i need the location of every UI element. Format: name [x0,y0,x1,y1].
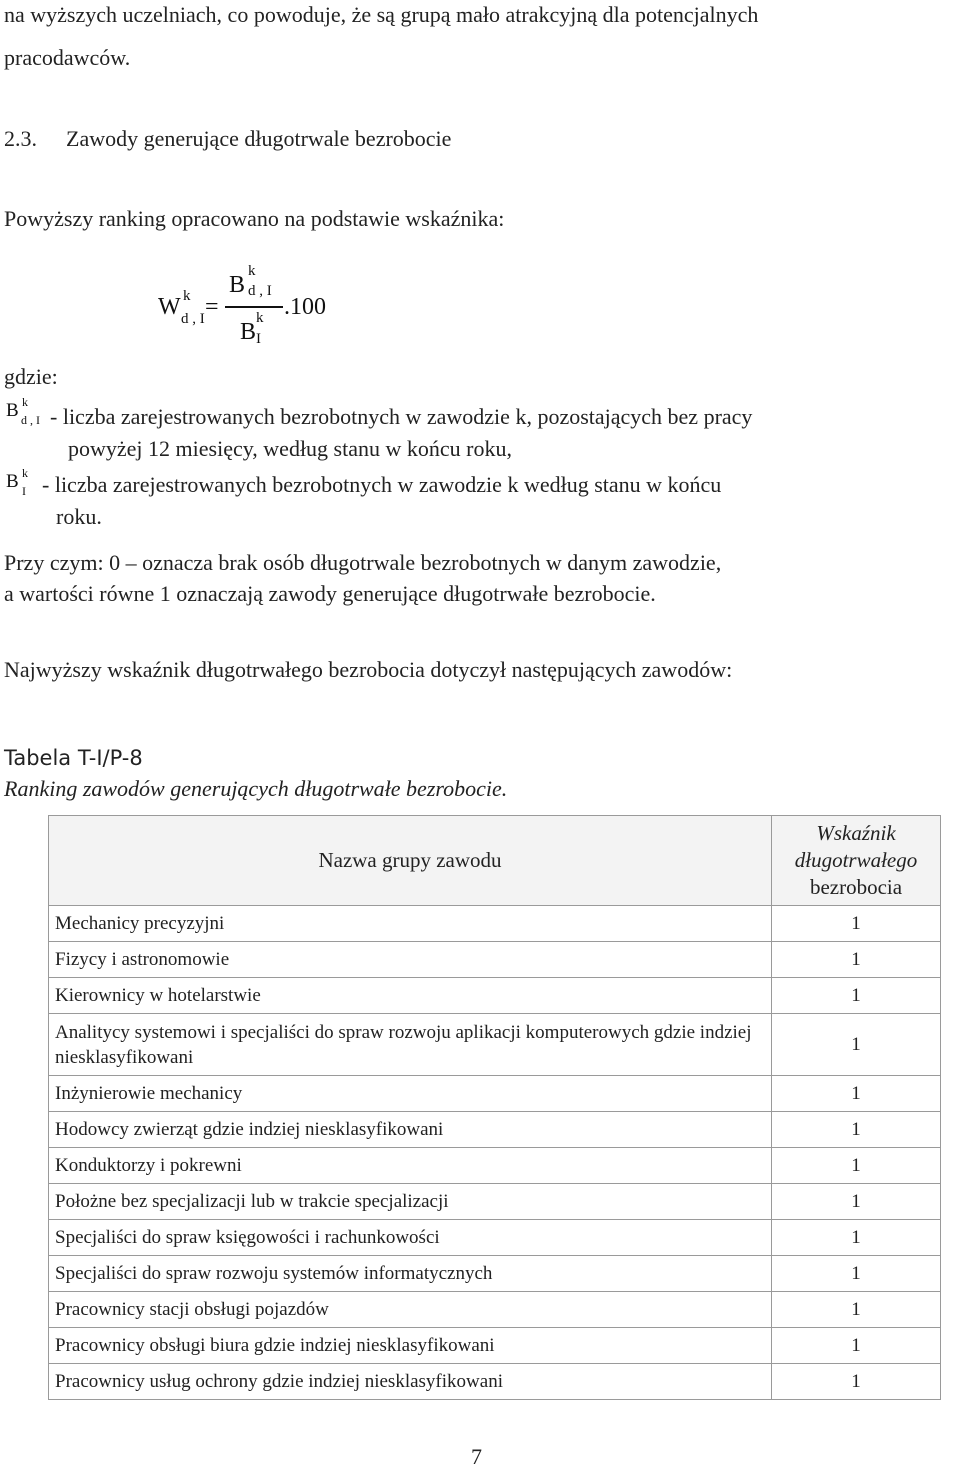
definition-1-subscript: d , I [21,413,40,427]
table-row [49,1112,941,1148]
intro-text-line-2: pracodawców. [4,45,131,70]
index-value: 1 [772,1076,941,1112]
index-value: 1 [772,906,941,942]
definition-2-text-line-1: - liczba zarejestrowanych bezrobotnych w zawodzie k według stanu w końcu [42,472,722,497]
formula-lhs-symbol: W [158,294,181,320]
page-number: 7 [471,1444,482,1469]
section-heading [4,126,451,152]
occupation-name: Inżynierowie mechanicy [49,1076,772,1112]
ranking-intro: Powyższy ranking opracowano na podstawie wskaźnika: [4,206,505,231]
index-value: 1 [772,1184,941,1220]
occupation-name: Mechanicy precyzyjni [49,906,772,942]
formula-lhs-superscript: k [183,288,191,304]
definition-1-text-line-2: powyżej 12 miesięcy, według stanu w końcu roku, [68,436,512,461]
table-row [49,1292,941,1328]
occupation-name: Położne bez specjalizacji lub w trakcie specjalizacji [49,1184,772,1220]
formula-numerator-subscript: d , I [248,283,272,299]
index-value: 1 [772,1256,941,1292]
table-label: Tabela T-I/P-8 [4,746,143,770]
occupation-name: Specjaliści do spraw rozwoju systemów informatycznych [49,1256,772,1292]
definition-2-subscript: I [22,484,26,498]
section-number: 2.3. [4,126,37,151]
table-row [49,1076,941,1112]
formula-denominator-subscript: I [256,331,261,347]
highest-index-text: Najwyższy wskaźnik długotrwałego bezrobocia dotyczył następujących zawodów: [4,657,733,682]
ranking-table [48,815,941,1400]
formula-denominator-superscript: k [256,310,264,326]
header-index-line-2: długotrwałego [794,848,918,872]
table-row [49,978,941,1014]
formula-lhs-subscript: d , I [181,311,205,327]
formula-numerator-symbol: B [229,272,246,298]
table-row [49,1364,941,1400]
occupation-name: Fizycy i astronomowie [49,942,772,978]
index-value: 1 [772,1364,941,1400]
table-row [49,1256,941,1292]
occupation-name: Analitycy systemowi i specjaliści do spraw rozwoju aplikacji komputerowych gdzie indziej niesklasyfikowani [49,1014,772,1076]
definition-1-superscript: k [22,395,28,409]
formula-equals: = [205,294,219,320]
index-value: 1 [772,1112,941,1148]
table-caption: Ranking zawodów generujących długotrwałe bezrobocie. [4,776,508,801]
occupation-name: Konduktorzy i pokrewni [49,1148,772,1184]
occupation-name: Hodowcy zwierząt gdzie indziej niesklasyfikowani [49,1112,772,1148]
formula-fraction-line [225,306,283,308]
occupation-name: Kierownicy w hotelarstwie [49,978,772,1014]
formula-multiplier: .100 [284,294,326,320]
index-value: 1 [772,1148,941,1184]
table-row [49,1220,941,1256]
intro-text-line-1: na wyższych uczelniach, co powoduje, że są grupą mało atrakcyjną dla potencjalnych [4,2,759,27]
index-value: 1 [772,1328,941,1364]
index-value: 1 [772,1220,941,1256]
definition-2-symbol: B [6,471,19,492]
index-value: 1 [772,978,941,1014]
occupation-name: Pracownicy stacji obsługi pojazdów [49,1292,772,1328]
table-row [49,906,941,942]
header-long-term-index [772,816,941,906]
section-title: Zawody generujące długotrwale bezrobocie [66,126,452,151]
definition-1-text-line-1: - liczba zarejestrowanych bezrobotnych w zawodzie k, pozostających bez pracy [50,404,753,429]
occupation-name: Pracownicy obsługi biura gdzie indziej niesklasyfikowani [49,1328,772,1364]
index-value: 1 [772,1292,941,1328]
header-index-line-3: bezrobocia [809,875,903,899]
note-line-1: Przy czym: 0 – oznacza brak osób długotrwale bezrobotnych w danym zawodzie, [4,550,722,575]
occupation-name: Specjaliści do spraw księgowości i rachunkowości [49,1220,772,1256]
note-line-2: a wartości równe 1 oznaczają zawody generujące długotrwałe bezrobocie. [4,581,656,606]
definition-1-symbol: B [6,400,19,421]
index-value: 1 [772,1014,941,1076]
header-occupation-group: Nazwa grupy zawodu [49,816,772,906]
occupation-name: Pracownicy usług ochrony gdzie indziej niesklasyfikowani [49,1364,772,1400]
where-label: gdzie: [4,364,58,389]
header-index-line-1: Wskaźnik [816,821,896,845]
table-row [49,942,941,978]
table-header-row [49,816,941,906]
table-row [49,1184,941,1220]
formula-denominator-symbol: B [240,319,257,345]
table-row [49,1328,941,1364]
formula-numerator-superscript: k [248,263,256,279]
definition-2-superscript: k [22,466,28,480]
index-value: 1 [772,942,941,978]
table-row [49,1014,941,1076]
definition-2-text-line-2: roku. [56,504,102,529]
table-row [49,1148,941,1184]
